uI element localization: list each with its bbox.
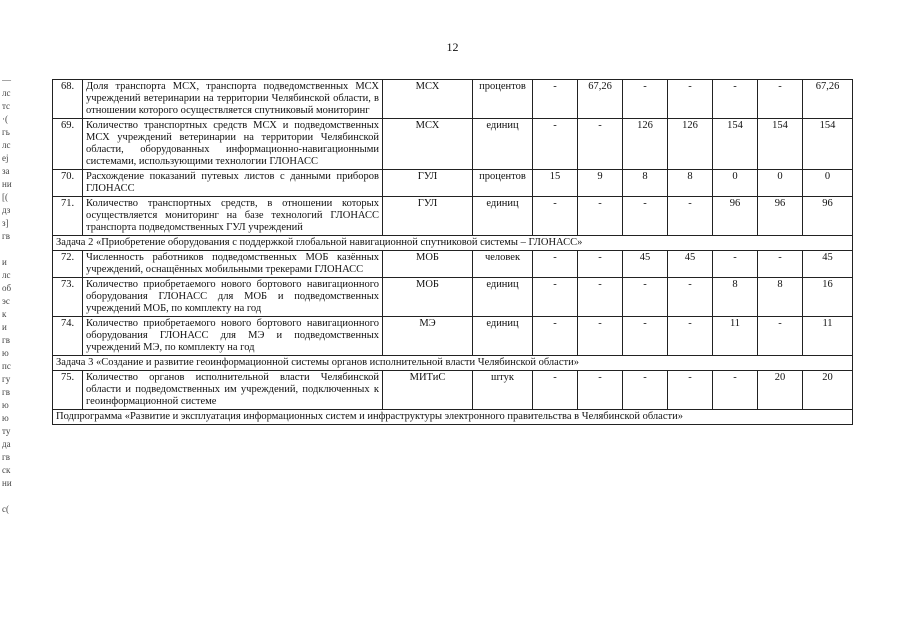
left-margin-fragment: ту — [2, 426, 11, 436]
left-margin-fragment: ск — [2, 465, 11, 475]
table-row — [53, 119, 853, 170]
value-cell: - — [623, 371, 668, 410]
section-row — [53, 236, 853, 251]
value-cell: 0 — [803, 170, 853, 197]
indicator-name: Численность работников подведомственных МОБ казённых учреждений, оснащённых мобильными трекерами ГЛОНАСС — [83, 251, 383, 278]
value-cell: 154 — [758, 119, 803, 170]
value-cell: 11 — [713, 317, 758, 356]
left-margin-fragment: да — [2, 439, 11, 449]
section-row — [53, 356, 853, 371]
value-cell: - — [578, 317, 623, 356]
indicators-table — [52, 79, 853, 425]
value-cell: 154 — [803, 119, 853, 170]
responsible-org: МСХ — [383, 80, 473, 119]
unit-of-measure: процентов — [473, 80, 533, 119]
value-cell: - — [533, 251, 578, 278]
left-margin-fragment: лс — [2, 140, 11, 150]
value-cell: 96 — [758, 197, 803, 236]
value-cell: 16 — [803, 278, 853, 317]
unit-of-measure: единиц — [473, 119, 533, 170]
responsible-org: МОБ — [383, 278, 473, 317]
value-cell: - — [578, 371, 623, 410]
left-margin-fragment — [2, 490, 16, 503]
value-cell: - — [533, 317, 578, 356]
value-cell: - — [758, 317, 803, 356]
indicator-name: Расхождение показаний путевых листов с данными приборов ГЛОНАСС — [83, 170, 383, 197]
value-cell: - — [533, 119, 578, 170]
left-margin-fragment: ни — [2, 478, 12, 488]
table-row — [53, 278, 853, 317]
unit-of-measure: человек — [473, 251, 533, 278]
left-margin-fragment: и — [2, 257, 7, 267]
table-row — [53, 371, 853, 410]
indicator-name: Количество органов исполнительной власти Челябинской области и подведомственных им учреждений, подключенных к геоинформационной системе — [83, 371, 383, 410]
value-cell: - — [758, 80, 803, 119]
section-title: Задача 3 «Создание и развитие геоинформационной системы органов исполнительной власти Челябинской области» — [53, 356, 853, 371]
value-cell: 126 — [668, 119, 713, 170]
value-cell: 0 — [758, 170, 803, 197]
responsible-org: МОБ — [383, 251, 473, 278]
left-margin-fragment: пс — [2, 361, 11, 371]
left-margin-fragment: гь — [2, 127, 10, 137]
left-margin-fragment: к — [2, 309, 7, 319]
left-margin-fragment: — — [2, 75, 11, 85]
value-cell: - — [668, 80, 713, 119]
value-cell: 45 — [668, 251, 713, 278]
section-row — [53, 410, 853, 425]
value-cell: - — [623, 317, 668, 356]
indicator-name: Количество приобретаемого нового бортового навигационного оборудования ГЛОНАСС для МОБ и подведомственных учреждений МОБ, по комплекту на год — [83, 278, 383, 317]
table-row — [53, 251, 853, 278]
value-cell: - — [668, 197, 713, 236]
table-row — [53, 80, 853, 119]
value-cell: - — [623, 278, 668, 317]
value-cell: 67,26 — [578, 80, 623, 119]
value-cell: - — [713, 371, 758, 410]
left-margin-fragment: с( — [2, 504, 9, 514]
left-margin-fragment: гу — [2, 374, 11, 384]
value-cell: 8 — [758, 278, 803, 317]
left-margin-fragment: еј — [2, 153, 9, 163]
row-number: 75. — [53, 371, 83, 410]
row-number: 69. — [53, 119, 83, 170]
left-margin-fragment: ю — [2, 413, 9, 423]
left-margin-fragment — [2, 243, 16, 256]
value-cell: 0 — [713, 170, 758, 197]
indicator-name: Количество транспортных средств МСХ и подведомственных МСХ учреждений ветеринарии на территории Челябинской области, оборудованных информационно-навигационными системами, использующими технологии ГЛОНАСС — [83, 119, 383, 170]
left-margin-fragments — [2, 74, 16, 516]
responsible-org: ГУЛ — [383, 197, 473, 236]
value-cell: 96 — [713, 197, 758, 236]
left-margin-fragment: ·( — [2, 114, 8, 124]
value-cell: 154 — [713, 119, 758, 170]
left-margin-fragment: эс — [2, 296, 10, 306]
responsible-org: МЭ — [383, 317, 473, 356]
row-number: 70. — [53, 170, 83, 197]
value-cell: 8 — [713, 278, 758, 317]
responsible-org: ГУЛ — [383, 170, 473, 197]
row-number: 72. — [53, 251, 83, 278]
value-cell: - — [578, 197, 623, 236]
section-title: Подпрограмма «Развитие и эксплуатация информационных систем и инфраструктуры электронного правительства в Челябинской области» — [53, 410, 853, 425]
value-cell: 15 — [533, 170, 578, 197]
value-cell: - — [668, 371, 713, 410]
responsible-org: МСХ — [383, 119, 473, 170]
table-row — [53, 317, 853, 356]
value-cell: - — [623, 80, 668, 119]
value-cell: 8 — [623, 170, 668, 197]
value-cell: 20 — [803, 371, 853, 410]
value-cell: - — [533, 197, 578, 236]
left-margin-fragment: гв — [2, 335, 10, 345]
left-margin-fragment: гв — [2, 452, 10, 462]
left-margin-fragment: лс — [2, 270, 11, 280]
left-margin-fragment: и — [2, 322, 7, 332]
indicator-name: Доля транспорта МСХ, транспорта подведомственных МСХ учреждений ветеринарии на территории Челябинской области, в отношении которого осуществляется спутниковый мониторинг — [83, 80, 383, 119]
left-margin-fragment: гв — [2, 387, 10, 397]
page-number: 12 — [446, 40, 459, 54]
row-number: 73. — [53, 278, 83, 317]
value-cell: - — [713, 80, 758, 119]
left-margin-fragment: об — [2, 283, 12, 293]
indicator-name: Количество транспортных средств, в отношении которых осуществляется мониторинг на базе технологий ГЛОНАСС транспорта подведомственных ГУЛ учреждений — [83, 197, 383, 236]
value-cell: - — [668, 317, 713, 356]
value-cell: - — [758, 251, 803, 278]
table-row — [53, 197, 853, 236]
row-number: 68. — [53, 80, 83, 119]
unit-of-measure: процентов — [473, 170, 533, 197]
table-row — [53, 170, 853, 197]
value-cell: - — [533, 80, 578, 119]
left-margin-fragment: лс — [2, 88, 11, 98]
value-cell: 126 — [623, 119, 668, 170]
unit-of-measure: штук — [473, 371, 533, 410]
unit-of-measure: единиц — [473, 278, 533, 317]
value-cell: 45 — [803, 251, 853, 278]
value-cell: - — [533, 278, 578, 317]
value-cell: 9 — [578, 170, 623, 197]
left-margin-fragment: дз — [2, 205, 11, 215]
left-margin-fragment: за — [2, 166, 10, 176]
row-number: 74. — [53, 317, 83, 356]
section-title: Задача 2 «Приобретение оборудования с поддержкой глобальной навигационной спутниковой системы – ГЛОНАСС» — [53, 236, 853, 251]
unit-of-measure: единиц — [473, 197, 533, 236]
row-number: 71. — [53, 197, 83, 236]
left-margin-fragment: ни — [2, 179, 12, 189]
responsible-org: МИТиС — [383, 371, 473, 410]
value-cell: - — [668, 278, 713, 317]
indicator-name: Количество приобретаемого нового бортового навигационного оборудования ГЛОНАСС для МЭ и подведомственных учреждений МЭ, по комплекту на год — [83, 317, 383, 356]
left-margin-fragment: ю — [2, 400, 9, 410]
value-cell: 8 — [668, 170, 713, 197]
value-cell: 11 — [803, 317, 853, 356]
value-cell: 20 — [758, 371, 803, 410]
value-cell: - — [578, 278, 623, 317]
value-cell: - — [533, 371, 578, 410]
left-margin-fragment: ю — [2, 348, 9, 358]
value-cell: 96 — [803, 197, 853, 236]
value-cell: - — [578, 251, 623, 278]
value-cell: - — [623, 197, 668, 236]
left-margin-fragment: з] — [2, 218, 9, 228]
unit-of-measure: единиц — [473, 317, 533, 356]
value-cell: 45 — [623, 251, 668, 278]
left-margin-fragment: тс — [2, 101, 11, 111]
value-cell: - — [713, 251, 758, 278]
left-margin-fragment: гв — [2, 231, 10, 241]
left-margin-fragment: [( — [2, 192, 8, 202]
value-cell: - — [578, 119, 623, 170]
value-cell: 67,26 — [803, 80, 853, 119]
